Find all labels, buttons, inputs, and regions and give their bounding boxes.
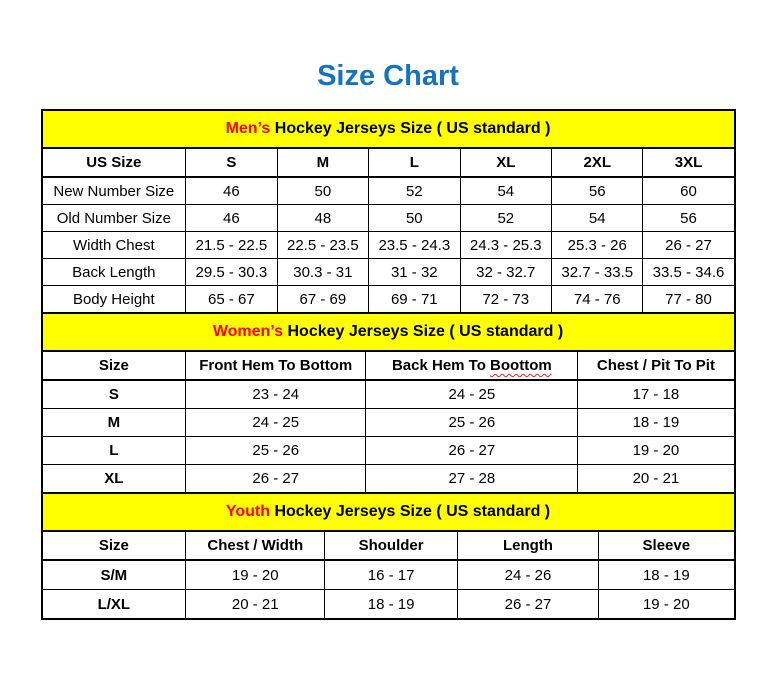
data-cell: 50 [369,205,460,232]
data-cell: 60 [643,177,735,205]
mens-heading-rest: Hockey Jerseys Size ( US standard ) [270,120,551,137]
mens-heading-red-word: Men’s [225,120,271,137]
data-cell: 22.5 - 23.5 [277,232,368,259]
header-cell: 3XL [643,148,735,177]
data-cell: 30.3 - 31 [277,259,368,286]
table-row [42,259,735,286]
data-cell: 46 [186,205,277,232]
table-row [42,380,735,409]
data-cell: 29.5 - 30.3 [186,259,277,286]
header-cell: US Size [42,148,186,177]
data-cell: 54 [460,177,551,205]
data-cell: 69 - 71 [369,286,460,314]
data-cell: 25 - 26 [186,437,366,465]
youth-heading-row [42,493,735,531]
data-cell: 18 - 19 [599,560,735,590]
row-label: S/M [42,560,186,590]
data-cell: 25 - 26 [366,409,578,437]
row-label: Old Number Size [42,205,186,232]
data-cell: 19 - 20 [599,590,735,620]
header-cell: Front Hem To Bottom [186,351,366,380]
data-cell: 72 - 73 [460,286,551,314]
row-label: Width Chest [42,232,186,259]
table-row [42,590,735,620]
header-cell: Chest / Pit To Pit [578,351,735,380]
youth-table-heading [42,493,735,531]
data-cell: 21.5 - 22.5 [186,232,277,259]
data-cell: 56 [552,177,643,205]
header-cell: L [369,148,460,177]
womens-header-row [42,351,735,380]
row-label: Body Height [42,286,186,314]
header-text: Back Hem To [391,357,491,374]
data-cell: 52 [460,205,551,232]
table-row [42,465,735,494]
table-row [42,205,735,232]
data-cell: 26 - 27 [643,232,735,259]
row-label: New Number Size [42,177,186,205]
data-cell: 18 - 19 [578,409,735,437]
header-cell: S [186,148,277,177]
data-cell: 46 [186,177,277,205]
youth-size-table [41,492,736,620]
data-cell: 52 [369,177,460,205]
spellcheck-underlined-word: Boottom [490,357,552,374]
data-cell: 26 - 27 [186,465,366,494]
size-chart-page [0,60,776,620]
data-cell: 67 - 69 [277,286,368,314]
table-row [42,409,735,437]
mens-table-heading [42,110,735,148]
data-cell: 33.5 - 34.6 [643,259,735,286]
data-cell: 23 - 24 [186,380,366,409]
table-row [42,437,735,465]
data-cell: 26 - 27 [366,437,578,465]
row-label: L/XL [42,590,186,620]
data-cell: 50 [277,177,368,205]
youth-header-row [42,531,735,560]
womens-size-table [41,312,736,494]
data-cell: 54 [552,205,643,232]
womens-table-heading [42,313,735,351]
header-cell: Size [42,351,186,380]
row-label: L [42,437,186,465]
data-cell: 27 - 28 [366,465,578,494]
data-cell: 65 - 67 [186,286,277,314]
data-cell: 32 - 32.7 [460,259,551,286]
data-cell: 74 - 76 [552,286,643,314]
row-label: Back Length [42,259,186,286]
data-cell: 24 - 25 [366,380,578,409]
data-cell: 18 - 19 [325,590,457,620]
header-cell: Shoulder [325,531,457,560]
data-cell: 25.3 - 26 [552,232,643,259]
womens-heading-rest: Hockey Jerseys Size ( US standard ) [283,323,564,340]
table-row [42,286,735,314]
header-cell: Length [457,531,598,560]
youth-heading-rest: Hockey Jerseys Size ( US standard ) [270,503,551,520]
table-row [42,232,735,259]
youth-heading-red-word: Youth [225,503,270,520]
header-cell: M [277,148,368,177]
header-cell: 2XL [552,148,643,177]
data-cell: 77 - 80 [643,286,735,314]
data-cell: 19 - 20 [186,560,325,590]
womens-heading-red-word: Women’s [212,323,284,340]
mens-size-table [41,109,736,314]
header-cell: Size [42,531,186,560]
data-cell: 20 - 21 [578,465,735,494]
data-cell: 20 - 21 [186,590,325,620]
data-cell: 56 [643,205,735,232]
header-cell: Sleeve [599,531,735,560]
mens-heading-row [42,110,735,148]
row-label: S [42,380,186,409]
table-row [42,177,735,205]
header-cell: XL [460,148,551,177]
table-row [42,560,735,590]
data-cell: 48 [277,205,368,232]
header-cell-misspelled [366,351,578,380]
page-title: Size Chart [317,60,459,92]
data-cell: 24.3 - 25.3 [460,232,551,259]
data-cell: 24 - 25 [186,409,366,437]
data-cell: 31 - 32 [369,259,460,286]
data-cell: 19 - 20 [578,437,735,465]
data-cell: 17 - 18 [578,380,735,409]
data-cell: 16 - 17 [325,560,457,590]
header-cell: Chest / Width [186,531,325,560]
data-cell: 23.5 - 24.3 [369,232,460,259]
mens-header-row [42,148,735,177]
row-label: XL [42,465,186,494]
data-cell: 32.7 - 33.5 [552,259,643,286]
data-cell: 26 - 27 [457,590,598,620]
data-cell: 24 - 26 [457,560,598,590]
womens-heading-row [42,313,735,351]
row-label: M [42,409,186,437]
